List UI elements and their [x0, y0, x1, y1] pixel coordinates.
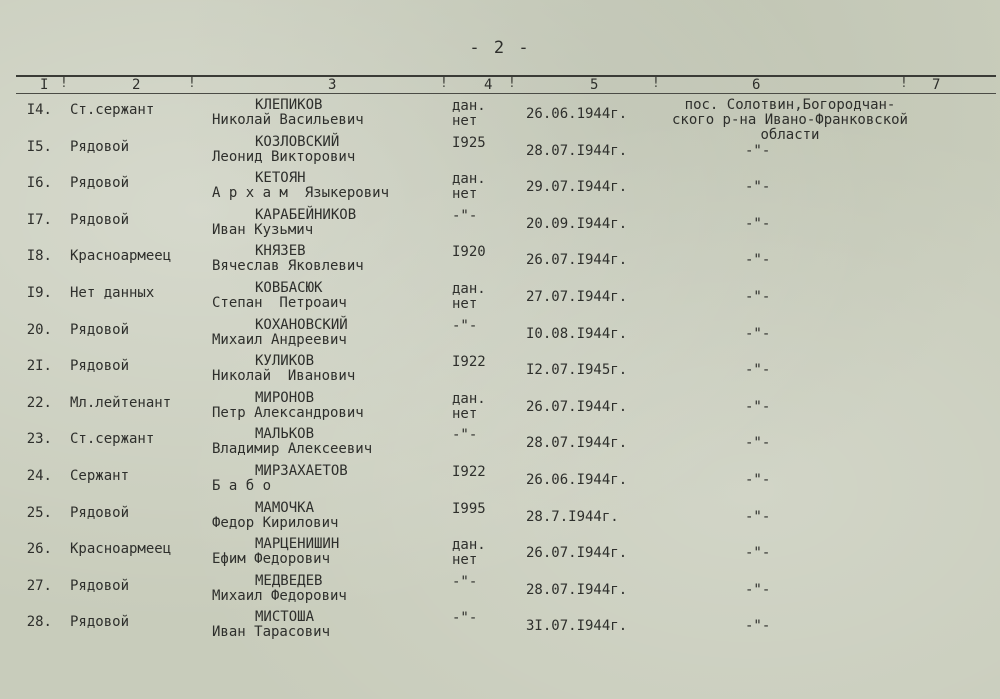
birth-year: -"- — [452, 207, 478, 224]
death-date: 27.07.I944г. — [526, 288, 628, 305]
table-row — [0, 537, 1000, 574]
given-name: Николай Иванович — [212, 368, 356, 385]
column-separator: ! — [440, 76, 448, 91]
row-number: I7. — [26, 211, 52, 228]
burial-place: -"- — [745, 325, 771, 342]
birth-year: -"- — [452, 573, 478, 590]
row-number: 26. — [26, 541, 52, 558]
given-name: Николай Васильевич — [212, 112, 364, 128]
row-number: 22. — [26, 394, 52, 411]
military-rank: Рядовой — [70, 358, 130, 375]
table-header-rule — [16, 93, 996, 94]
surname: МЕДВЕДЕВ — [255, 572, 323, 589]
given-name: Михаил Андреевич — [212, 331, 347, 348]
table-row — [0, 610, 1000, 647]
table-row — [0, 574, 1000, 611]
column-separator: ! — [60, 76, 68, 91]
military-rank: Ст.сержант — [70, 102, 155, 118]
birth-year: I922 — [452, 463, 486, 480]
row-number: I4. — [26, 102, 52, 118]
birth-year: дан. нет — [452, 98, 486, 129]
surname: МАРЦЕНИШИН — [255, 536, 340, 553]
row-number: 27. — [26, 577, 52, 594]
column-header-1: I — [40, 77, 49, 93]
birth-year: дан. нет — [452, 171, 486, 203]
burial-place: -"- — [745, 142, 771, 159]
given-name: Иван Кузьмич — [212, 221, 314, 238]
burial-place: -"- — [745, 215, 771, 232]
burial-place: -"- — [745, 288, 771, 305]
surname: КЕТОЯН — [255, 170, 306, 187]
military-rank: Нет данных — [70, 284, 155, 301]
birth-year: -"- — [452, 427, 478, 444]
column-separator: ! — [900, 76, 908, 91]
given-name: Вячеслав Яковлевич — [212, 258, 364, 275]
table-top-rule — [16, 75, 996, 77]
death-date: I2.07.I945г. — [526, 362, 628, 379]
column-header-7: 7 — [932, 77, 941, 93]
death-date: 28.07.I944г. — [526, 435, 628, 452]
surname: МАМОЧКА — [255, 499, 315, 516]
row-number: I9. — [26, 284, 52, 301]
burial-place: -"- — [745, 435, 771, 452]
burial-place: -"- — [745, 508, 771, 525]
military-rank: Рядовой — [70, 504, 130, 521]
page-number: - 2 - — [469, 38, 531, 58]
military-rank: Красноармеец — [70, 248, 172, 265]
table-body — [0, 98, 1000, 647]
military-rank: Мл.лейтенант — [70, 394, 172, 411]
military-rank: Ст.сержант — [70, 431, 155, 448]
column-separator: ! — [188, 76, 196, 91]
death-date: 26.06.1944г. — [526, 106, 628, 122]
birth-year: I925 — [452, 134, 486, 151]
military-rank: Рядовой — [70, 614, 130, 631]
column-header-3: 3 — [328, 77, 337, 93]
burial-place: пос. Солотвин,Богородчан- ского р-на Ивано-Франковской области — [671, 97, 908, 143]
column-header-5: 5 — [590, 77, 599, 93]
military-rank: Рядовой — [70, 138, 130, 155]
given-name: Петр Александрович — [212, 404, 364, 421]
given-name: Михаил Федорович — [212, 587, 347, 604]
table-row — [0, 427, 1000, 464]
surname: МИРОНОВ — [255, 389, 315, 406]
burial-place: -"- — [745, 471, 771, 488]
military-rank: Красноармеец — [70, 541, 172, 558]
surname: КЛЕПИКОВ — [255, 97, 323, 113]
row-number: 25. — [26, 504, 52, 521]
burial-place: -"- — [745, 581, 771, 598]
death-date: I0.08.I944г. — [526, 325, 628, 342]
given-name: Владимир Алексеевич — [212, 441, 373, 458]
surname: КОХАНОВСКИЙ — [255, 316, 348, 333]
table-row — [0, 354, 1000, 391]
given-name: Леонид Викторович — [212, 148, 356, 165]
table-row — [0, 464, 1000, 501]
military-rank: Рядовой — [70, 211, 130, 228]
column-separator: ! — [508, 76, 516, 91]
column-header-2: 2 — [132, 77, 141, 93]
given-name: А р х а м Языкерович — [212, 185, 390, 202]
surname: КАРАБЕЙНИКОВ — [255, 206, 357, 223]
row-number: I6. — [26, 175, 52, 192]
birth-year: дан. нет — [452, 280, 486, 312]
birth-year: I920 — [452, 244, 486, 261]
table-row — [0, 281, 1000, 318]
death-date: 26.07.I944г. — [526, 545, 628, 562]
birth-year: -"- — [452, 610, 478, 627]
birth-year: I995 — [452, 500, 486, 517]
burial-place: -"- — [745, 398, 771, 415]
row-number: 28. — [26, 614, 52, 631]
row-number: 20. — [26, 321, 52, 338]
burial-place: -"- — [745, 618, 771, 635]
surname: МАЛЬКОВ — [255, 426, 315, 443]
row-number: 24. — [26, 467, 52, 484]
column-separator: ! — [652, 76, 660, 91]
death-date: 26.06.I944г. — [526, 471, 628, 488]
death-date: 28.07.I944г. — [526, 142, 628, 159]
birth-year: дан. нет — [452, 390, 486, 422]
surname: КУЛИКОВ — [255, 353, 315, 370]
given-name: Степан Петроаич — [212, 294, 347, 311]
table-row — [0, 318, 1000, 355]
military-rank: Сержант — [70, 467, 130, 484]
table-row — [0, 391, 1000, 428]
surname: КОВБАСЮК — [255, 279, 323, 296]
table-row — [0, 501, 1000, 538]
row-number: 2I. — [26, 358, 52, 375]
given-name: Ефим Федорович — [212, 551, 331, 568]
given-name: Федор Кирилович — [212, 514, 339, 531]
death-date: 29.07.I944г. — [526, 179, 628, 196]
birth-year: I922 — [452, 354, 486, 371]
row-number: I8. — [26, 248, 52, 265]
given-name: Иван Тарасович — [212, 624, 331, 641]
death-date: 28.7.I944г. — [526, 508, 619, 525]
surname: МИРЗАХАЕТОВ — [255, 462, 348, 479]
birth-year: дан. нет — [452, 537, 486, 569]
table-row — [0, 135, 1000, 172]
military-rank: Рядовой — [70, 321, 130, 338]
table-row — [0, 208, 1000, 245]
table-row — [0, 244, 1000, 281]
column-header-6: 6 — [752, 77, 761, 93]
row-number: 23. — [26, 431, 52, 448]
row-number: I5. — [26, 138, 52, 155]
burial-place: -"- — [745, 362, 771, 379]
surname: МИСТОША — [255, 609, 315, 626]
burial-place: -"- — [745, 179, 771, 196]
table-row — [0, 171, 1000, 208]
death-date: 20.09.I944г. — [526, 215, 628, 232]
surname: КОЗЛОВСКИЙ — [255, 133, 340, 150]
military-rank: Рядовой — [70, 577, 130, 594]
death-date: 26.07.I944г. — [526, 398, 628, 415]
birth-year: -"- — [452, 317, 478, 334]
surname: КНЯЗЕВ — [255, 243, 306, 260]
given-name: Б а б о — [212, 477, 272, 494]
burial-place: -"- — [745, 252, 771, 269]
burial-place: -"- — [745, 545, 771, 562]
column-header-4: 4 — [484, 77, 493, 93]
military-rank: Рядовой — [70, 175, 130, 192]
death-date: 3I.07.I944г. — [526, 618, 628, 635]
death-date: 26.07.I944г. — [526, 252, 628, 269]
death-date: 28.07.I944г. — [526, 581, 628, 598]
